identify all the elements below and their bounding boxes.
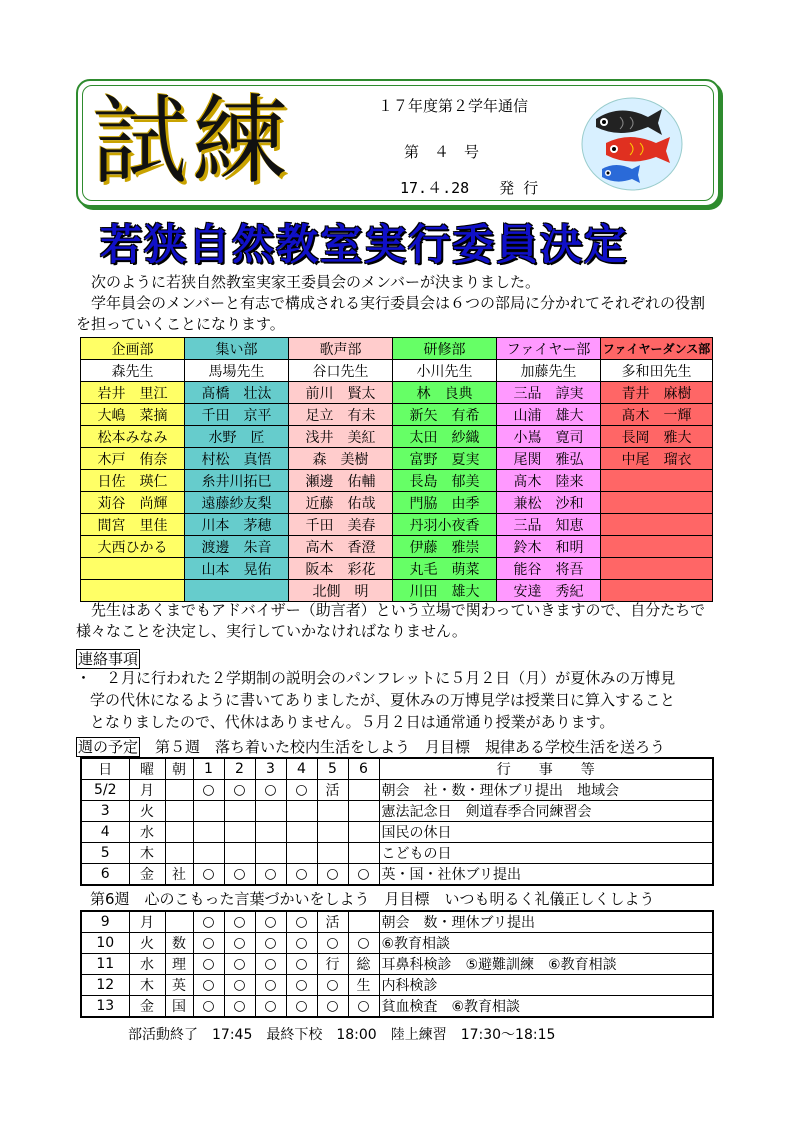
schedule-cell: ○ (317, 996, 348, 1018)
schedule-cell (165, 822, 193, 843)
schedule-cell: 数 (165, 933, 193, 954)
schedule-cell: ○ (193, 954, 224, 975)
schedule-cell: ○ (286, 864, 317, 886)
schedule-label: 週の予定 (78, 738, 139, 756)
member-cell (601, 558, 713, 580)
event-cell: 英・国・社休ブリ提出 (379, 864, 713, 886)
member-cell: 遠藤紗友梨 (185, 492, 289, 514)
schedule-row (81, 780, 713, 801)
schedule-cell: ○ (255, 864, 286, 886)
schedule-cell: 5 (81, 843, 129, 864)
schedule-row (81, 843, 713, 864)
schedule-cell (255, 822, 286, 843)
member-cell: 千田 京平 (185, 404, 289, 426)
member-cell (81, 580, 185, 602)
teacher-cell: 多和田先生 (601, 360, 713, 382)
member-cell: 足立 有未 (289, 404, 393, 426)
schedule-cell: 12 (81, 975, 129, 996)
schedule-cell: 火 (129, 801, 165, 822)
schedule-cell (348, 822, 379, 843)
schedule-cell: ○ (193, 996, 224, 1018)
schedule-cell: 月 (129, 911, 165, 933)
event-cell: こどもの日 (379, 843, 713, 864)
member-cell: 川本 茅穂 (185, 514, 289, 536)
teacher-cell: 谷口先生 (289, 360, 393, 382)
schedule-cell: ○ (348, 933, 379, 954)
schedule-cell: ○ (286, 911, 317, 933)
schedule-header-cell: 2 (224, 758, 255, 780)
schedule-cell: 活 (317, 911, 348, 933)
schedule-cell: ○ (193, 933, 224, 954)
schedule-cell: 5/2 (81, 780, 129, 801)
member-cell: 丸毛 萌菜 (393, 558, 497, 580)
member-cell: 高木 香澄 (289, 536, 393, 558)
member-cell: 山浦 雄大 (497, 404, 601, 426)
member-cell: 日佐 瑛仁 (81, 470, 185, 492)
schedule-cell: 行 (317, 954, 348, 975)
member-cell: 岩井 里江 (81, 382, 185, 404)
schedule-cell (193, 822, 224, 843)
schedule-cell: ○ (193, 975, 224, 996)
schedule-header-cell: 5 (317, 758, 348, 780)
dept-header: 歌声部 (289, 338, 393, 360)
member-cell: 太田 紗織 (393, 426, 497, 448)
member-cell: 瀬邊 佑輔 (289, 470, 393, 492)
schedule-cell: ○ (255, 933, 286, 954)
member-cell: 髙木 陸来 (497, 470, 601, 492)
dept-header: 研修部 (393, 338, 497, 360)
schedule-header-cell: 1 (193, 758, 224, 780)
week5-schedule-table (80, 757, 714, 886)
schedule-header-row (81, 758, 713, 780)
member-cell: 三品 諄実 (497, 382, 601, 404)
schedule-cell: 金 (129, 864, 165, 886)
member-cell: 松本みなみ (81, 426, 185, 448)
member-cell: 丹羽小夜香 (393, 514, 497, 536)
committee-member-row (81, 426, 713, 448)
schedule-cell (193, 801, 224, 822)
schedule-cell: 13 (81, 996, 129, 1018)
masthead (76, 79, 720, 207)
member-cell: 森 美樹 (289, 448, 393, 470)
schedule-cell: 木 (129, 843, 165, 864)
member-cell: 門脇 由季 (393, 492, 497, 514)
member-cell (601, 580, 713, 602)
committee-member-row (81, 382, 713, 404)
event-cell: 朝会 社・数・理休ブリ提出 地域会 (379, 780, 713, 801)
intro-paragraph-1: 次のように若狭自然教室実家王委員会のメンバーが決まりました。 (76, 273, 540, 291)
schedule-header-cell: 朝 (165, 758, 193, 780)
schedule-cell: ○ (193, 911, 224, 933)
schedule-cell: ○ (286, 996, 317, 1018)
committee-members (81, 382, 713, 602)
schedule-cell: 月 (129, 780, 165, 801)
schedule-cell: 水 (129, 954, 165, 975)
member-cell: 鈴木 和明 (497, 536, 601, 558)
event-cell: 朝会 数・理休ブリ提出 (379, 911, 713, 933)
committee-table (80, 337, 713, 602)
schedule-cell: ○ (317, 864, 348, 886)
member-cell: 安達 秀紀 (497, 580, 601, 602)
schedule-cell (317, 822, 348, 843)
member-cell: 新矢 有希 (393, 404, 497, 426)
schedule-cell (224, 843, 255, 864)
member-cell: 大嶋 菜摘 (81, 404, 185, 426)
committee-member-row (81, 580, 713, 602)
member-cell: 苅谷 尚輝 (81, 492, 185, 514)
teacher-cell: 加藤先生 (497, 360, 601, 382)
schedule-cell: ○ (255, 780, 286, 801)
member-cell (601, 514, 713, 536)
member-cell: 青井 麻樹 (601, 382, 713, 404)
member-cell: 小嶌 寛司 (497, 426, 601, 448)
contact-label: 連絡事項 (78, 650, 139, 668)
event-cell: 憲法記念日 剣道春季合同練習会 (379, 801, 713, 822)
member-cell: 山本 晃佑 (185, 558, 289, 580)
dept-header: 集い部 (185, 338, 289, 360)
committee-member-row (81, 448, 713, 470)
schedule-cell (317, 843, 348, 864)
member-cell: 浅井 美紅 (289, 426, 393, 448)
member-cell: 能谷 将吾 (497, 558, 601, 580)
member-cell: 髙木 一輝 (601, 404, 713, 426)
teacher-cell: 馬場先生 (185, 360, 289, 382)
schedule-cell: 英 (165, 975, 193, 996)
member-cell (601, 536, 713, 558)
schedule-cell: ○ (255, 996, 286, 1018)
schedule-cell: ○ (224, 954, 255, 975)
schedule-cell (348, 911, 379, 933)
issue-date: 17.４.28 発 行 (400, 179, 539, 197)
schedule-cell: 11 (81, 954, 129, 975)
schedule-cell: 活 (317, 780, 348, 801)
committee-member-row (81, 558, 713, 580)
member-cell: 髙橋 壮汰 (185, 382, 289, 404)
teacher-cell: 森先生 (81, 360, 185, 382)
schedule-cell: ○ (193, 864, 224, 886)
schedule-cell (348, 801, 379, 822)
schedule-cell: 社 (165, 864, 193, 886)
dept-header: 企画部 (81, 338, 185, 360)
schedule-header-cell: 3 (255, 758, 286, 780)
schedule-cell (165, 911, 193, 933)
schedule-cell: ○ (348, 996, 379, 1018)
dept-header: ファイヤー部 (497, 338, 601, 360)
schedule-cell: 木 (129, 975, 165, 996)
schedule-cell (193, 843, 224, 864)
committee-teacher-row (81, 360, 713, 382)
schedule-cell: ○ (317, 975, 348, 996)
committee-header-row (81, 338, 713, 360)
member-cell: 木戸 侑奈 (81, 448, 185, 470)
member-cell: 北側 明 (289, 580, 393, 602)
member-cell: 間宮 里佳 (81, 514, 185, 536)
schedule-cell (286, 843, 317, 864)
advisor-note: 先生はあくまでもアドバイザー（助言者）という立場で関わっていきますので、自分たちで様々なことを決定し、実行していかなければなりません。 (76, 601, 706, 640)
schedule-cell (224, 822, 255, 843)
schedule-cell (255, 801, 286, 822)
committee-member-row (81, 470, 713, 492)
schedule-row (81, 933, 713, 954)
issue-number: 第 ４ 号 (404, 143, 480, 161)
schedule-cell: 金 (129, 996, 165, 1018)
schedule-row (81, 864, 713, 886)
schedule-cell: 生 (348, 975, 379, 996)
schedule-cell: ○ (255, 911, 286, 933)
member-cell: 三品 知恵 (497, 514, 601, 536)
schedule-cell: ○ (224, 911, 255, 933)
schedule-cell: ○ (224, 864, 255, 886)
intro-paragraph-2: 学年員会のメンバーと有志で構成される実行委員会は６つの部局に分かれてそれぞれの役割を担っていくことになります。 (76, 294, 705, 333)
member-cell: 尾関 雅弘 (497, 448, 601, 470)
event-cell: ⑥教育相談 (379, 933, 713, 954)
schedule-header-cell: 行 事 等 (379, 758, 713, 780)
schedule-cell: 9 (81, 911, 129, 933)
contact-line-3: となりましたので、代休はありません。５月２日は通常通り授業があります。 (90, 713, 615, 731)
schedule-cell: ○ (224, 933, 255, 954)
member-cell: 近藤 佑哉 (289, 492, 393, 514)
schedule-header-cell: 6 (348, 758, 379, 780)
koinobori-icon (580, 95, 684, 193)
member-cell (601, 492, 713, 514)
schedule-cell: 10 (81, 933, 129, 954)
event-cell: 国民の休日 (379, 822, 713, 843)
member-cell: 阪本 彩花 (289, 558, 393, 580)
committee-member-row (81, 514, 713, 536)
schedule-cell (348, 780, 379, 801)
member-cell (601, 470, 713, 492)
schedule-cell: ○ (286, 975, 317, 996)
teacher-cell: 小川先生 (393, 360, 497, 382)
member-cell (185, 580, 289, 602)
schedule-cell (165, 843, 193, 864)
dept-header: ファイヤーダンス部 (601, 338, 713, 360)
schedule-cell (165, 780, 193, 801)
week6-goal: 第6週 心のこもった言葉づかいをしよう 月目標 いつも明るく礼儀正しくしよう (90, 890, 655, 908)
schedule-cell: ○ (224, 996, 255, 1018)
schedule-cell (224, 801, 255, 822)
schedule-row (81, 801, 713, 822)
schedule-cell (286, 801, 317, 822)
schedule-cell: ○ (286, 954, 317, 975)
schedule-cell: ○ (224, 780, 255, 801)
schedule-header-cell: 日 (81, 758, 129, 780)
schedule-cell: 3 (81, 801, 129, 822)
schedule-header-cell: 4 (286, 758, 317, 780)
schedule-row (81, 996, 713, 1018)
schedule-row (81, 954, 713, 975)
schedule-cell: 6 (81, 864, 129, 886)
week5-rows (81, 758, 713, 885)
schedule-cell: ○ (286, 933, 317, 954)
schedule-cell: ○ (224, 975, 255, 996)
member-cell: 伊藤 雅崇 (393, 536, 497, 558)
committee-member-row (81, 404, 713, 426)
week5-heading (76, 736, 665, 757)
member-cell: 長島 郁美 (393, 470, 497, 492)
schedule-cell (348, 843, 379, 864)
schedule-cell: 国 (165, 996, 193, 1018)
member-cell: 水野 匠 (185, 426, 289, 448)
member-cell (81, 558, 185, 580)
newsletter-title: １７年度第２学年通信 (378, 97, 529, 115)
schedule-header-cell: 曜 (129, 758, 165, 780)
schedule-cell: ○ (286, 780, 317, 801)
schedule-row (81, 911, 713, 933)
schedule-cell: 水 (129, 822, 165, 843)
schedule-cell: 理 (165, 954, 193, 975)
schedule-cell: ○ (317, 933, 348, 954)
week6-schedule-table (80, 910, 714, 1018)
schedule-cell: ○ (348, 864, 379, 886)
member-cell: 長岡 雅大 (601, 426, 713, 448)
member-cell: 千田 美春 (289, 514, 393, 536)
member-cell: 兼松 沙和 (497, 492, 601, 514)
committee-member-row (81, 492, 713, 514)
schedule-cell: ○ (255, 975, 286, 996)
week6-rows (81, 911, 713, 1017)
contact-line-1: ・ ２月に行われた２学期制の説明会のパンフレットに５月２日（月）が夏休みの万博見 (76, 669, 676, 687)
schedule-cell (286, 822, 317, 843)
member-cell: 糸井川拓巳 (185, 470, 289, 492)
schedule-cell (255, 843, 286, 864)
club-time-footer: 部活動終了 17:45 最終下校 18:00 陸上練習 17:30〜18:15 (128, 1027, 556, 1043)
committee-member-row (81, 536, 713, 558)
member-cell: 富野 夏実 (393, 448, 497, 470)
member-cell: 川田 雄大 (393, 580, 497, 602)
schedule-cell (317, 801, 348, 822)
schedule-cell: ○ (193, 780, 224, 801)
headline: 若狭自然教室実行委員決定 (100, 220, 629, 269)
schedule-cell: 火 (129, 933, 165, 954)
schedule-cell: ○ (255, 954, 286, 975)
schedule-row (81, 975, 713, 996)
week5-goal: 第５週 落ち着いた校内生活をしよう 月目標 規律ある学校生活を送ろう (140, 738, 666, 756)
schedule-row (81, 822, 713, 843)
event-cell: 貧血検査 ⑥教育相談 (379, 996, 713, 1018)
event-cell: 内科検診 (379, 975, 713, 996)
member-cell: 前川 賢太 (289, 382, 393, 404)
schedule-cell: 総 (348, 954, 379, 975)
schedule-cell: 4 (81, 822, 129, 843)
member-cell: 中尾 瑠衣 (601, 448, 713, 470)
event-cell: 耳鼻科検診 ⑤避難訓練 ⑥教育相談 (379, 954, 713, 975)
member-cell: 渡邊 朱音 (185, 536, 289, 558)
member-cell: 大西ひかる (81, 536, 185, 558)
member-cell: 林 良典 (393, 382, 497, 404)
contact-line-2: 学の代休になるように書いてありましたが、夏休みの万博見学は授業日に算入すること (90, 691, 676, 709)
schedule-cell (165, 801, 193, 822)
newsletter-logo: 試練 (92, 85, 292, 197)
member-cell: 村松 真悟 (185, 448, 289, 470)
